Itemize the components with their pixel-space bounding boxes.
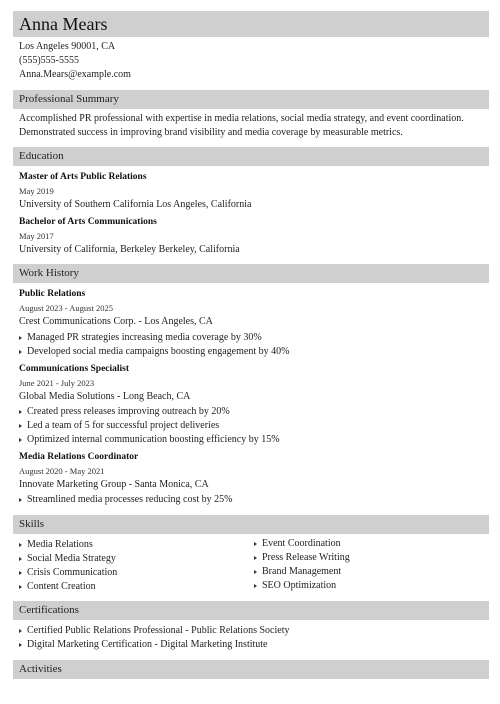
education-degree: Bachelor of Arts Communications (19, 217, 157, 227)
contact-email: Anna.Mears@example.com (19, 69, 131, 80)
work-section-header (13, 264, 489, 283)
education-date: May 2019 (19, 186, 54, 196)
bullet-icon (19, 424, 22, 428)
bullet-icon (19, 543, 22, 547)
bullet-icon (19, 557, 22, 561)
education-school: University of Southern California Los Angeles, California (19, 199, 252, 210)
job-dates: August 2020 - May 2021 (19, 466, 105, 476)
activities-section-header (13, 660, 489, 679)
bullet-icon (254, 556, 257, 560)
bullet-icon (19, 585, 22, 589)
education-school: University of California, Berkeley Berkeley, California (19, 244, 240, 255)
contact-phone: (555)555-5555 (19, 55, 79, 66)
bullet-icon (19, 438, 22, 442)
contact-address: Los Angeles 90001, CA (19, 41, 116, 52)
bullet-icon (19, 350, 22, 354)
work-title: Work History (19, 267, 79, 279)
summary-line-1: Accomplished PR professional with expertise in media relations, social media strategy, and event coordination. (19, 113, 464, 124)
job-company: Innovate Marketing Group - Santa Monica, CA (19, 479, 209, 490)
skills-title: Skills (19, 518, 45, 530)
job-role: Media Relations Coordinator (19, 452, 139, 462)
education-date: May 2017 (19, 231, 54, 241)
bullet-icon (19, 410, 22, 414)
job-role: Public Relations (19, 289, 86, 299)
activities-title: Activities (19, 663, 62, 675)
bullet-icon (254, 570, 257, 574)
job-dates: June 2021 - July 2023 (19, 378, 95, 388)
bullet-icon (19, 629, 22, 633)
job-role: Communications Specialist (19, 364, 130, 374)
bullet-icon (19, 498, 22, 502)
summary-section-header (13, 90, 489, 109)
job-dates: August 2023 - August 2025 (19, 303, 113, 313)
education-degree: Master of Arts Public Relations (19, 172, 147, 182)
certifications-title: Certifications (19, 604, 79, 616)
summary-line-2: Demonstrated success in improving brand visibility and media coverage by measurable metrics. (19, 127, 403, 138)
job-company: Global Media Solutions - Long Beach, CA (19, 391, 191, 402)
bullet-icon (19, 643, 22, 647)
candidate-name: Anna Mears (19, 14, 108, 34)
name-header-bar (13, 11, 489, 37)
education-title: Education (19, 150, 64, 162)
education-section-header (13, 147, 489, 166)
bullet-icon (19, 571, 22, 575)
bullet-icon (254, 542, 257, 546)
certifications-section-header (13, 601, 489, 620)
bullet-icon (254, 584, 257, 588)
resume-page: Anna Mears Los Angeles 90001, CA (555)555-5555 Anna.Mears@example.com Professional Summary Accomplished PR professional with expertise in media relations, social media strategy, and event coordination. Demonstrated success in improving brand visibility and media coverage by measurable metrics. Education Master of Arts Public Relations May 2019 University of Southern California Los Angeles, California Bachelor of Arts Communications May 2017 University of California, Berkeley Berkeley, California Work History Public Relations August 2023 - August 2025 Crest Communications Corp. - Los Angeles, CA Managed PR strategies increasing media coverage by 30% Developed social media campaigns boosting engagement by 40% Communications Specialist June 2021 - July 2023 Global Media Solutions - Long Beach, CA Created press releases improving outreach by 20% Led a team of 5 for successful project deliveries Optimized internal communication boosting efficiency by 15% Media Relations Coordinator August 2020 - May 2021 Innovate Marketing Group - Santa Monica, CA Streamlined media processes reducing cost by 25% Skills Media Relations Social Media Strategy Crisis Communication Content Creation Event Coordination Press Release Writing Brand Management SEO Optimization Certifications Certified Public Relations Professional - Public Relations Society Digital Marketing Certification - Digital Marketing Institute Activities (0, 0, 500, 704)
skills-section-header (13, 515, 489, 534)
bullet-icon (19, 336, 22, 340)
summary-title: Professional Summary (19, 93, 119, 105)
job-company: Crest Communications Corp. - Los Angeles, CA (19, 316, 213, 327)
